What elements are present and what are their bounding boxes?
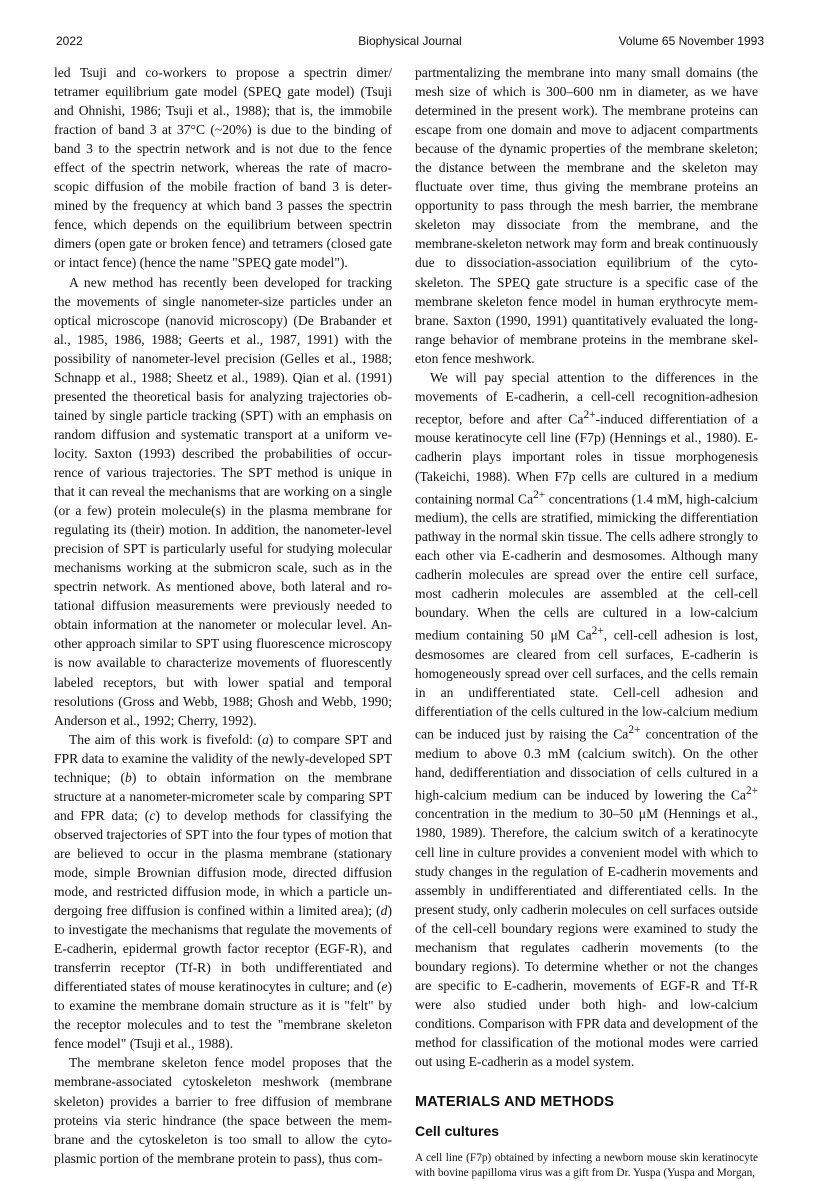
- volume-info: Volume 65 November 1993: [618, 34, 764, 48]
- paragraph: partmentalizing the membrane into many small domains (the mesh size of which is 300–600 nm in diameter, as we have determined in the present work). The membrane proteins can escape from one domain and move to adjacent compartments because of the dynamic properties of the membrane skeleton; the distance between the membrane and the skeleton may fluctuate over time, thus giving the membrane proteins an opportunity to pass through the mesh barrier, the membrane skeleton may dissociate from the membrane, and the membrane-skeleton network may form and break continuously due to dissociation-association equilibrium of the cytoskeleton. The SPEQ gate structure is a specific case of the membrane skeleton fence model in human erythrocyte membrane. Saxton (1990, 1991) quantitatively evaluated the long-range behavior of membrane proteins in the membrane skeleton fence meshwork.: [415, 65, 758, 366]
- paragraph: The aim of this work is fivefold: (a) to compare SPT and FPR data to examine the validity of the newly-developed SPT technique; (b) to obtain information on the membrane structure at a nanometer-micrometer scale by comparing SPT and FPR data; (c) to develop methods for classifying the observed trajectories of SPT into the four types of motion that are believed to occur in the plasma membrane (stationary mode, simple Brownian diffusion mode, directed diffusion mode, and restricted diffusion mode, in which a particle undergoing free diffusion is confined within a limited area); (d) to investigate the mechanisms that regulate the movements of E-cadherin, epidermal growth factor receptor (EGF-R), and transferrin receptor (Tf-R) in both undifferentiated and differentiated states of mouse keratinocytes in culture; and (e) to examine the membrane domain structure as it is "felt" by the receptor molecules and to test the "membrane skeleton fence model" (Tsuji et al., 1988).: [54, 731, 393, 1052]
- page-number: 2022: [56, 34, 83, 48]
- right-column: [415, 63, 758, 1181]
- paragraph: We will pay special attention to the differences in the movements of E-cadherin, a cell-cell recognition-adhesion receptor, before and after $Ca^{2+}$-induced differentiation of a mouse keratinocyte cell line (F7p) (Hennings et al., 1980). E-cadherin plays important roles in tissue morphogenesis (Takeichi, 1988). When F7p cells are cultured in a medium containing normal $Ca^{2+}$ concentrations (1.4 mM, high-calcium medium), the cells are stratified, mimicking the differentiation pathway in the normal skin tissue. The cells adhere strongly to each other via E-cadherin and desmosomes. Although many cadherin molecules are spread over the entire cell surface, most cadherin molecules are assembled at the cell-cell boundary. When the cells are cultured in a low-calcium medium containing 50 μM $Ca^{2+}$, cell-cell adhesion is lost, desmosomes are cleared from cell surfaces, E-cadherin is homogeneously spread over cell surfaces, and the cells remain in an undifferentiated state. Cell-cell adhesion and differentiation of the cells cultured in the low-calcium medium can be induced just by raising the $Ca^{2+}$ concentration of the medium to above 0.3 mM (calcium switch). On the other hand, dedifferentiation and dissociation of cells cultured in a high-calcium medium can be induced by lowering the $Ca^{2+}$ concentration in the medium to 30–50 μM (Hennings et al., 1980, 1989). Therefore, the calcium switch of a keratinocyte cell line in culture provides a convenient model with which to study changes in the regulation of E-cadherin movements and assembly in undifferentiated and differentiated cells. In the present study, only cadherin molecules on cell surfaces outside of the cell-cell boundary regions were examined to study the mechanism that regulates cadherin movements (to the boundary regions). To determine whether or not the changes are specific to E-cadherin, movements of EGF-R and Tf-R were also studied under both high- and low-calcium conditions. Comparison with FPR data and development of the method for classification of the motional modes were carried out using E-cadherin as a model system.: [415, 369, 759, 1070]
- paragraph: A cell line (F7p) obtained by infecting a newborn mouse skin keratinocyte with bovine papilloma virus was a gift from Dr. Yuspa (Yuspa and Morgan,: [415, 1152, 758, 1180]
- section-heading: MATERIALS AND METHODS: [415, 1094, 615, 1111]
- paragraph: A new method has recently been developed for tracking the movements of single nanometer-size particles under an optical microscope (nanovid microscopy) (De Brabander et al., 1985, 1986, 1988; Geerts et al., 1987, 1991) with the possibility of nanometer-level precision (Gelles et al., 1988; Schnapp et al., 1988; Sheetz et al., 1989). Qian et al. (1991) presented the theoretical basis for analyzing trajectories obtained by single particle tracking (SPT) with an emphasis on random diffusion and systematic transport at a uniform velocity. Saxton (1993) described the probabilities of occurrence of various trajectories. The SPT method is unique in that it can reveal the mechanisms that are working on a single (or a few) protein molecule(s) in the plasma membrane for regulating its (their) motion. In addition, the nanometer-level precision of SPT is particularly useful for studying molecular mechanisms working at the submicron scale, such as in the spectrin network. As mentioned above, both lateral and rotational diffusion measurements were previously needed to obtain information at the nanometer or molecular level. Another approach similar to SPT using fluorescence microscopy is now available to characterize movements of fluorescently labeled receptors, but with lower spatial and temporal resolutions (Gross and Webb, 1988; Ghosh and Webb, 1990; Anderson et al., 1992; Cherry, 1992).: [54, 274, 392, 728]
- running-header: [56, 34, 764, 50]
- paragraph: The membrane skeleton fence model proposes that the membrane-associated cytoskeleton meshwork (membrane skeleton) provides a barrier to free diffusion of membrane proteins via steric hindrance (the space between the membrane and the cytoskeleton is too small to allow the cytoplasmic portion of the membrane protein to pass), thus com-: [54, 1055, 392, 1166]
- subsection-heading: Cell cultures: [415, 1123, 500, 1140]
- paragraph: led Tsuji and co-workers to propose a spectrin dimer/ tetramer equilibrium gate model (SPEQ gate model) (Tsuji and Ohnishi, 1986; Tsuji et al., 1988); that is, the immobile fraction of band 3 at 37°C (~20%) is due to the binding of band 3 to the spectrin network and is not due to the fence effect of the spectrin network, whereas the rate of macroscopic diffusion of the mobile fraction of band 3 is determined by the frequency at which band 3 passes the spectrin fence, which depends on the equilibrium between spectrin dimers (open gate or broken fence) and tetramers (closed gate or intact fence) (hence the name "SPEQ gate model").: [54, 65, 392, 271]
- left-column: [54, 63, 392, 1168]
- journal-title: Biophysical Journal: [358, 34, 462, 48]
